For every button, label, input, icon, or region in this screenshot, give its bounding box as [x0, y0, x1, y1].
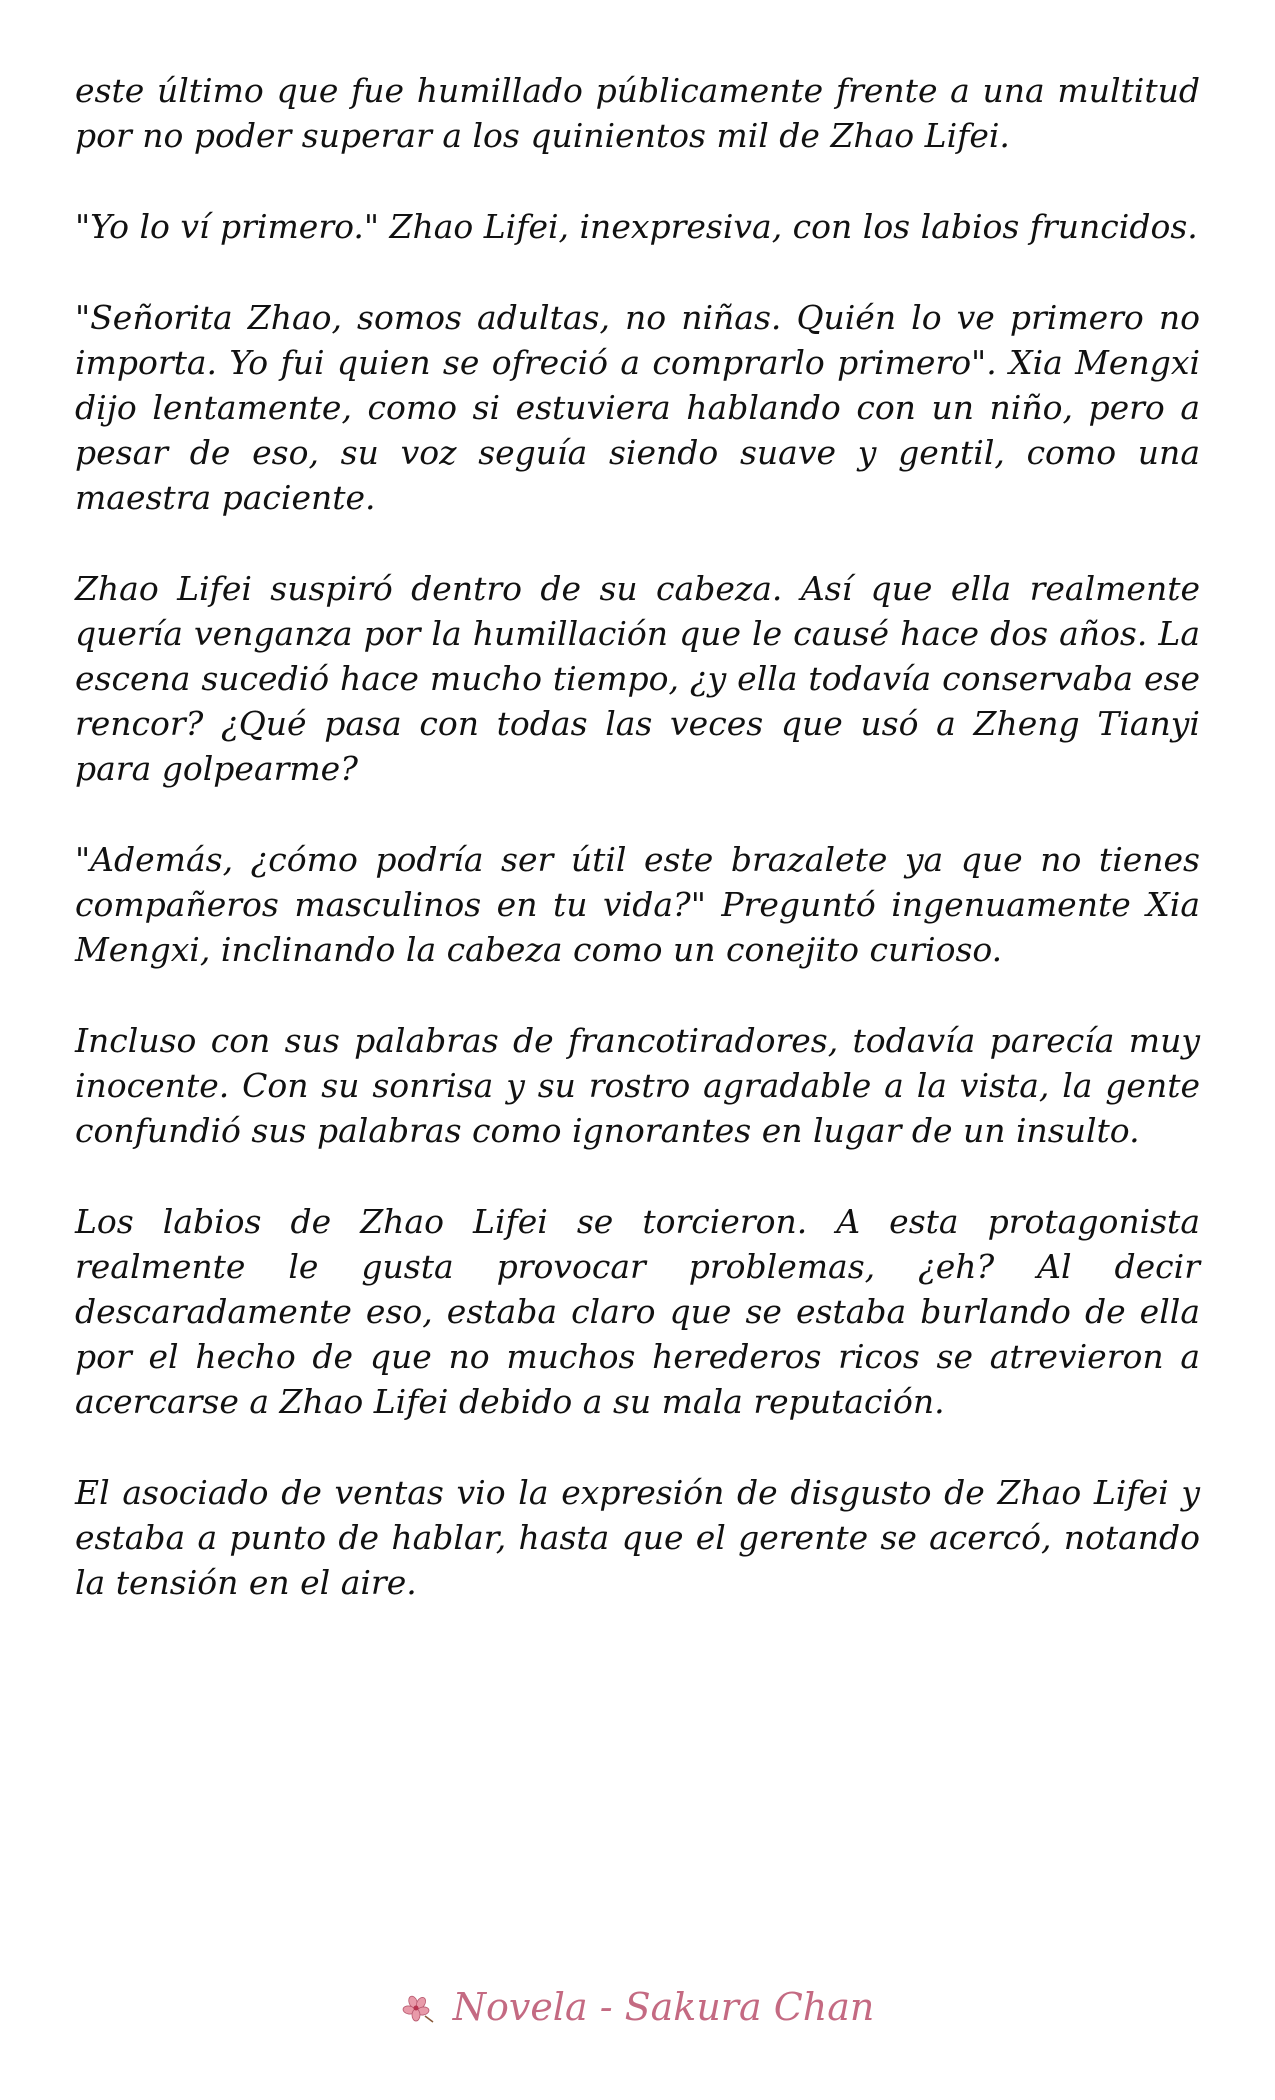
paragraph: Zhao Lifei suspiró dentro de su cabeza. Así que ella realmente quería venganza por la humillación que le causé hace dos años. La escena sucedió hace mucho tiempo, ¿y ella todavía conservaba ese rencor? ¿Qué pasa con todas las veces que usó a Zheng Tianyi para golpearme?	[75, 569, 1200, 788]
paragraph: "Además, ¿cómo podría ser útil este brazalete ya que no tienes compañeros masculinos en tu vida?" Preguntó ingenuamente Xia Mengxi, inclinando la cabeza como un conejito curioso.	[75, 840, 1200, 969]
sakura-flower-icon	[401, 1989, 435, 2033]
document-body	[75, 68, 1200, 1651]
paragraph: este último que fue humillado públicamente frente a una multitud por no poder superar a los quinientos mil de Zhao Lifei.	[75, 71, 1200, 155]
paragraph: Los labios de Zhao Lifei se torcieron. A esta protagonista realmente le gusta provocar problemas, ¿eh? Al decir descaradamente eso, estaba claro que se estaba burlando de ella por el hecho de que no muchos herederos ricos se atrevieron a acercarse a Zhao Lifei debido a su mala reputación.	[75, 1202, 1200, 1421]
paragraph: Incluso con sus palabras de francotiradores, todavía parecía muy inocente. Con su sonrisa y su rostro agradable a la vista, la gente confundió sus palabras como ignorantes en lugar de un insulto.	[75, 1021, 1200, 1150]
watermark-text: Novela - Sakura Chan	[452, 1985, 875, 2029]
watermark	[0, 1985, 1275, 2033]
paragraph: "Señorita Zhao, somos adultas, no niñas. Quién lo ve primero no importa. Yo fui quien se ofreció a comprarlo primero". Xia Mengxi dijo lentamente, como si estuviera hablando con un niño, pero a pesar de eso, su voz seguía siendo suave y gentil, como una maestra paciente.	[75, 298, 1200, 517]
paragraph: El asociado de ventas vio la expresión de disgusto de Zhao Lifei y estaba a punto de hablar, hasta que el gerente se acercó, notando la tensión en el aire.	[75, 1473, 1200, 1602]
paragraph: "Yo lo ví primero." Zhao Lifei, inexpresiva, con los labios fruncidos.	[75, 207, 1198, 246]
